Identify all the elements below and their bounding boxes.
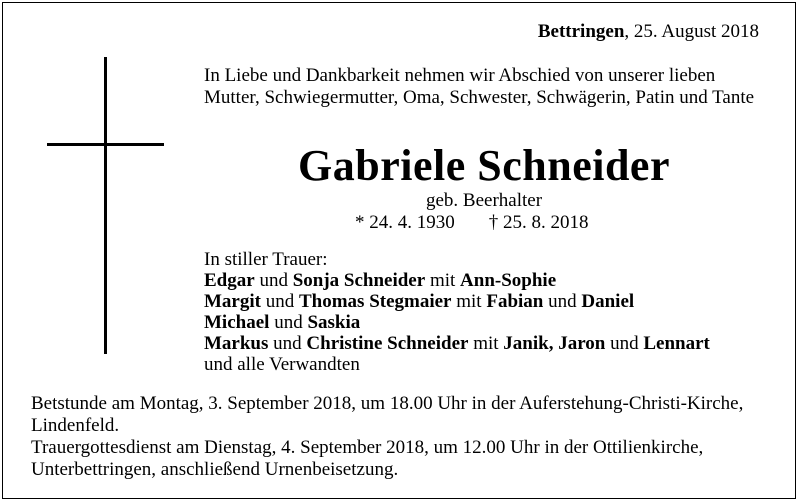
mourners-heading: In stiller Trauer: [204,249,328,270]
mourner-name: Daniel [581,291,635,312]
mourner-name: Edgar [204,270,255,291]
mourner-line [204,291,774,312]
life-dates [355,212,589,234]
connector: und [605,333,644,354]
cross-icon-vertical [104,57,107,354]
date: , 25. August 2018 [624,21,759,42]
connector: mit [425,270,461,291]
birth-name: geb. Beerhalter [425,190,543,211]
mourner-name: Sonja Schneider [292,270,426,291]
mourner-line [204,333,774,354]
intro-text: In Liebe und Dankbarkeit nehmen wir Abschied von unserer lieben Mutter, Schwiegermutter, Oma, Schwester, Schwägerin, Patin und Tante [204,65,755,108]
connector: mit [451,291,487,312]
cross-icon-horizontal [47,143,164,146]
birth-date: * 24. 4. 1930 [355,212,455,233]
connector: und [269,312,308,333]
deceased-name: Gabriele Schneider [298,141,670,190]
mourner-name: Christine Schneider [306,333,469,354]
connector: und [254,270,293,291]
place-and-date [538,21,759,43]
mourners-block [204,249,774,375]
mourners-closing: und alle Verwandten [204,354,360,375]
connector: und [543,291,582,312]
mourner-name: Ann-Sophie [460,270,557,291]
mourner-name: Margit [204,291,261,312]
place: Bettringen [537,21,625,42]
funeral-service-notice: Trauergottesdienst am Dienstag, 4. September 2018, um 12.00 Uhr in der Ottilienkirche, Unterbettringen, anschließend Urnenbeisetzung. [31,437,704,480]
mourner-name: Fabian [486,291,544,312]
connector: mit [468,333,504,354]
death-date: † 25. 8. 2018 [488,212,589,233]
service-details [31,393,771,481]
mourner-line [204,270,774,291]
prayer-hour-notice: Betstunde am Montag, 3. September 2018, um 18.00 Uhr in der Auferstehung-Christi-Kirche, Lindenfeld. [31,393,744,436]
mourner-name: Saskia [307,312,361,333]
mourner-name: Michael [204,312,270,333]
mourner-line [204,312,774,333]
mourner-name: Thomas Stegmaier [298,291,452,312]
mourner-name: Janik, Jaron [503,333,606,354]
connector: und [268,333,307,354]
connector: und [260,291,299,312]
mourner-name: Markus [204,333,269,354]
mourner-name: Lennart [643,333,710,354]
